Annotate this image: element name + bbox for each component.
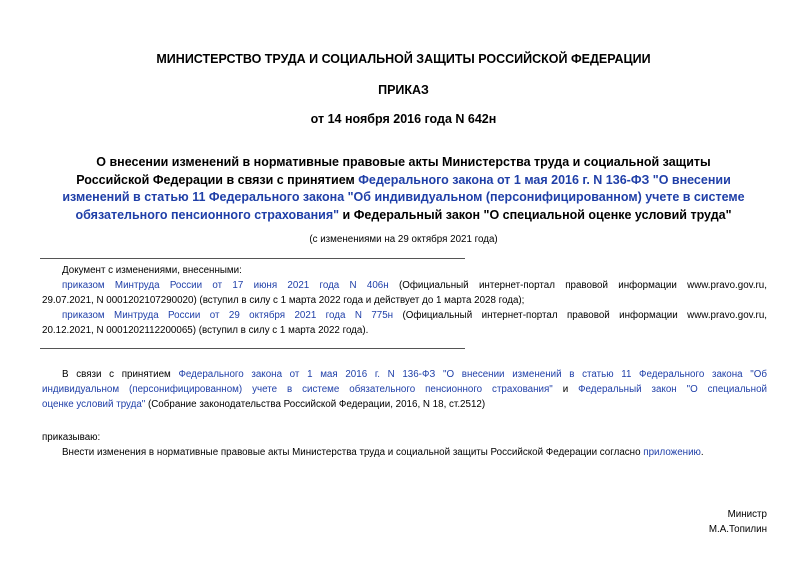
title-line-4 — [40, 207, 767, 225]
title-text-end: и Федеральный закон "О специальной оценке условий труда" — [339, 207, 732, 222]
preamble-paragraph — [42, 367, 767, 412]
title-text: Российской Федерации в связи с принятием — [76, 172, 359, 187]
amendment-item-1-cont: 29.07.2021, N 0001202107290020) (вступил в силу с 1 марта 2022 года и действует до 1 марта 2028 года); — [42, 295, 525, 306]
federal-law-link[interactable]: Федерального закона от 1 мая 2016 г. N 136-ФЗ "О внесении — [358, 172, 731, 187]
amendment-item-2-cont: 20.12.2021, N 0001202112200065) (вступил в силу с 1 марта 2022 года). — [42, 325, 369, 336]
preamble-and: и — [552, 384, 579, 395]
orders-word: приказываю: — [42, 432, 101, 443]
amendment-source-2: (Официальный интернет-портал правовой информации www.pravo.gov.ru, — [393, 310, 767, 321]
divider-bottom — [40, 348, 465, 349]
amendment-source-1: (Официальный интернет-портал правовой информации www.pravo.gov.ru, — [388, 280, 767, 291]
preamble-law-link-2-cont[interactable]: оценке условий труда" — [42, 399, 146, 410]
order-end: . — [700, 447, 704, 458]
preamble-law-link-2[interactable]: Федеральный закон "О специальной — [578, 384, 767, 395]
preamble-lead: В связи с принятием — [62, 369, 179, 380]
ministry-name: МИНИСТЕРСТВО ТРУДА И СОЦИАЛЬНОЙ ЗАЩИТЫ РОССИЙСКОЙ ФЕДЕРАЦИИ — [156, 52, 651, 66]
preamble-line-1 — [42, 367, 767, 382]
federal-law-link-cont[interactable]: изменений в статью 11 Федерального закона "Об индивидуальном (персонифицированном) учете в системе — [62, 190, 745, 204]
document-title — [40, 154, 767, 224]
amendments-box — [42, 263, 767, 338]
preamble-line-3 — [42, 397, 767, 412]
document-type: ПРИКАЗ — [378, 83, 429, 97]
amendment-note: (с изменениями на 29 октября 2021 года) — [309, 234, 498, 245]
appendix-link[interactable]: приложению — [643, 447, 701, 458]
title-line-1: О внесении изменений в нормативные правовые акты Министерства труда и социальной защиты — [96, 155, 711, 169]
preamble-law-link[interactable]: Федерального закона от 1 мая 2016 г. N 136-ФЗ "О внесении изменений в статью 11 Федерального закона "Об — [178, 369, 767, 380]
amendment-link-1[interactable]: приказом Минтруда России от 17 июня 2021 года N 406н — [62, 280, 389, 291]
preamble-line-2 — [42, 382, 767, 397]
preamble-law-link-cont[interactable]: индивидуальном (персонифицированном) учете в системе обязательного пенсионного страхования" — [42, 384, 553, 395]
order-paragraph — [62, 445, 704, 460]
preamble-source: (Собрание законодательства Российской Федерации, 2016, N 18, ст.2512) — [145, 399, 486, 410]
amendment-item-2 — [42, 308, 767, 323]
title-line-2 — [40, 172, 767, 190]
order-text: Внести изменения в нормативные правовые акты Министерства труда и социальной защиты Российской Федерации согласно — [62, 447, 644, 458]
order-date-number: от 14 ноября 2016 года N 642н — [310, 112, 497, 126]
amendment-link-2[interactable]: приказом Минтруда России от 29 октября 2021 года N 775н — [62, 310, 394, 321]
federal-law-link-end[interactable]: обязательного пенсионного страхования" — [75, 207, 340, 222]
amendment-item-1 — [42, 278, 767, 293]
signature-role: Министр — [727, 509, 767, 520]
divider-top — [40, 258, 465, 259]
amendments-intro: Документ с изменениями, внесенными: — [62, 265, 242, 276]
signature-name: М.А.Топилин — [708, 524, 767, 535]
title-line-3 — [40, 189, 767, 207]
